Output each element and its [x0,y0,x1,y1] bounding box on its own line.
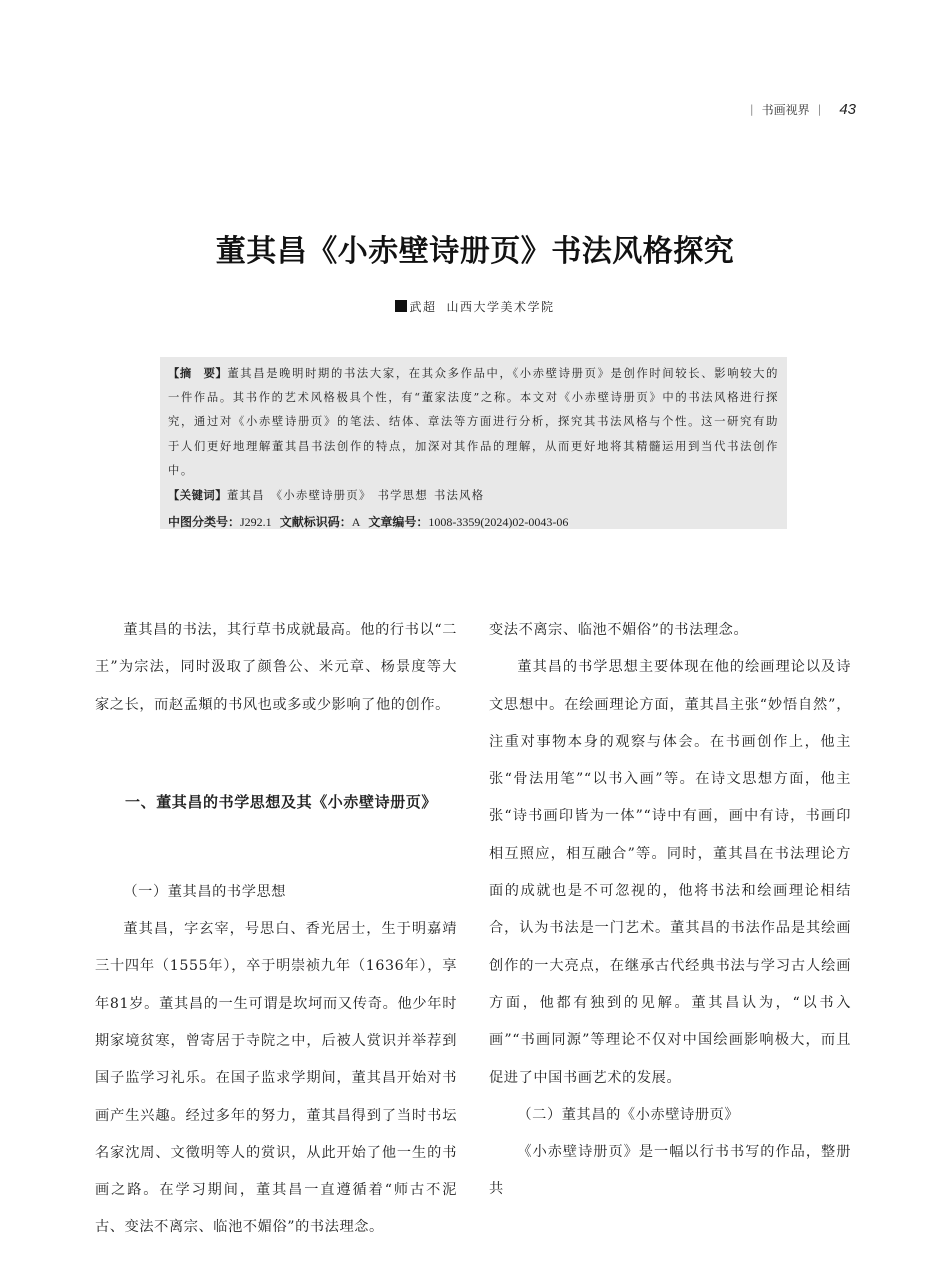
page-number: 43 [839,101,856,118]
clc-value: J292.1 [240,515,272,530]
running-header [750,101,856,118]
header-section: 书画视界 [761,103,810,117]
body-column-left [95,612,457,1247]
subsection-heading: （二）董其昌的《小赤壁诗册页》 [517,1106,740,1123]
keywords-label: 【关键词】 [168,488,227,503]
abstract-box [160,357,787,529]
keyword: 《小赤壁诗册页》 [270,489,372,503]
article-title: 董其昌《小赤壁诗册页》书法风格探究 [215,234,735,269]
byline [0,298,950,315]
article-no-value: 1008-3359(2024)02-0043-06 [428,515,569,530]
abstract [168,361,779,483]
doc-code-value: A [351,515,361,530]
subsection-heading: （一）董其昌的书学思想 [123,883,287,900]
header-divider-left: | [749,103,754,116]
article-no-label: 文章编号： [368,515,429,530]
section-heading: 一、董其昌的书学思想及其《小赤壁诗册页》 [125,793,438,812]
body-paragraph: 董其昌的书学思想主要体现在他的绘画理论以及诗文思想中。在绘画理论方面，董其昌主张“妙悟自然”，注重对事物本身的观察与体会。在书画创作上，他主张“骨法用笔”“以书入画”等。在诗文思想方面，他主张“诗书画印皆为一体”“诗中有画，画中有诗，书画印相互照应，相互融合”等。同时，董其昌在书法理论方面的成就也是不可忽视的，他将书法和绘画理论相结合，认为书法是一门艺术。董其昌的书法作品是其绘画创作的一大亮点，在继承古代经典书法与学习古人绘画方面，他都有独到的见解。董其昌认为，“以书入画”“书画同源”等理论不仅对中国绘画影响极大，而且促进了中国书画艺术的发展。 [489,659,851,1086]
intro-paragraph: 董其昌的书法，其行草书成就最高。他的行书以“二王”为宗法，同时汲取了颜鲁公、米元章、杨景度等大家之长，而赵孟頫的书风也或多或少影响了他的创作。 [95,622,457,713]
body-column-right [489,612,851,1209]
classification [168,510,779,534]
abstract-label: 【摘 要】 [168,366,228,380]
body-paragraph: 《小赤壁诗册页》是一幅以行书书写的作品，整册共 [489,1144,851,1198]
header-divider-right: | [817,103,822,116]
body-paragraph: 董其昌，字玄宰，号思白、香光居士，生于明嘉靖三十四年（1555年），卒于明崇祯九年（1636年），享年81岁。董其昌的一生可谓是坎坷而又传奇。他少年时期家境贫寒，曾寄居于寺院之中，后被人赏识并举荐到国子监学习礼乐。在国子监求学期间，董其昌开始对书画产生兴趣。经过多年的努力，董其昌得到了当时书坛名家沈周、文徵明等人的赏识，从此开始了他一生的书画之路。在学习期间，董其昌一直遵循着“师古不泥古、变法不离宗、临池不媚俗”的书法理念。 [95,921,457,1236]
keyword: 书法风格 [433,489,485,503]
keyword: 董其昌 [227,489,265,503]
affiliation: 山西大学美术学院 [446,300,555,314]
doc-code-label: 文献标识码： [279,515,352,530]
keyword: 书学思想 [377,489,428,503]
abstract-text: 董其昌是晚明时期的书法大家，在其众多作品中，《小赤壁诗册页》是创作时间较长、影响较大的一件作品。其书作的艺术风格极具个性，有“董家法度”之称。本文对《小赤壁诗册页》中的书法风格进行探究，通过对《小赤壁诗册页》的笔法、结体、章法等方面进行分析，探究其书法风格与个性。这一研究有助于人们更好地理解董其昌书法创作的特点，加深对其作品的理解，从而更好地将其精髓运用到当代书法创作中。 [168,367,779,477]
byline-square-icon [395,300,407,312]
keywords [168,483,779,508]
author: 武超 [409,300,437,314]
clc-label: 中图分类号： [168,515,241,530]
body-paragraph-continued: 变法不离宗、临池不媚俗”的书法理念。 [489,622,749,638]
